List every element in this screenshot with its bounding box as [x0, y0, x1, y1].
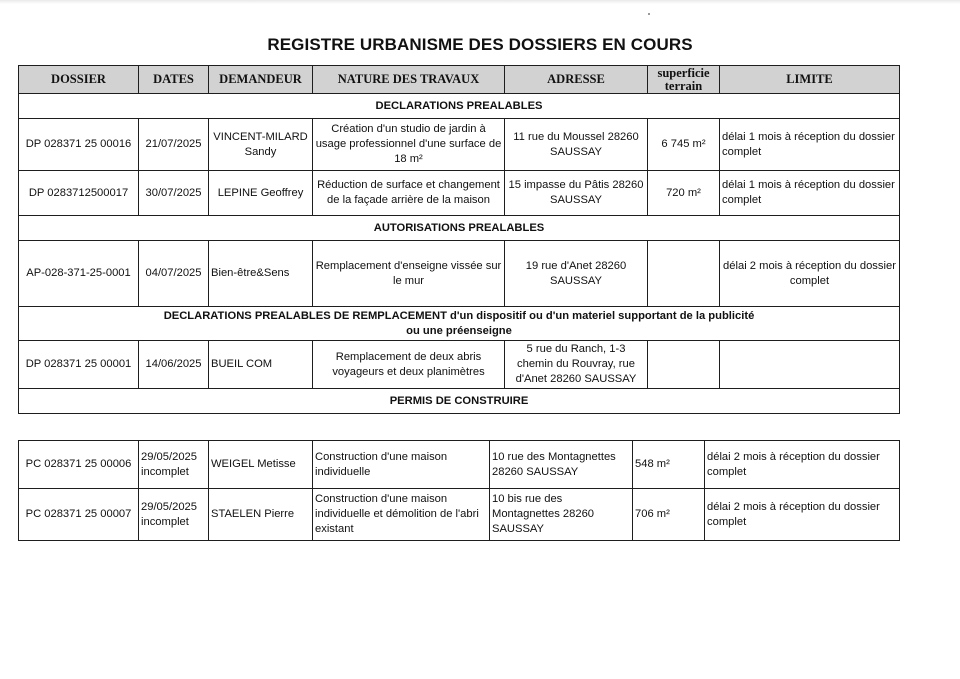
cell-date: 29/05/2025 incomplet — [139, 489, 209, 541]
header-superficie — [648, 66, 720, 94]
section-row-dp — [19, 94, 900, 119]
cell-adresse: 15 impasse du Pâtis 28260 SAUSSAY — [505, 171, 648, 216]
cell-demandeur: STAELEN Pierre — [209, 489, 313, 541]
cell-dossier: DP 028371 25 00016 — [19, 119, 139, 171]
header-nature: NATURE DES TRAVAUX — [313, 66, 505, 94]
header-superficie-line2: terrain — [664, 78, 703, 93]
cell-superficie — [648, 241, 720, 307]
section-title-dp: DECLARATIONS PREALABLES — [19, 94, 900, 119]
table-row — [19, 241, 900, 307]
cell-superficie: 548 m² — [633, 441, 705, 489]
cell-limite: délai 1 mois à réception du dossier complet — [720, 171, 900, 216]
cell-adresse: 11 rue du Moussel 28260 SAUSSAY — [505, 119, 648, 171]
section-title-dpr — [19, 307, 900, 341]
cell-limite: délai 2 mois à réception du dossier complet — [720, 241, 900, 307]
cell-adresse: 10 bis rue des Montagnettes 28260 SAUSSAY — [490, 489, 633, 541]
cell-dossier: PC 028371 25 00007 — [19, 489, 139, 541]
cell-nature-text: Réduction de surface et changement de la façade arrière de la maison — [317, 179, 500, 206]
cell-nature — [313, 171, 505, 216]
cell-date: 29/05/2025 incomplet — [139, 441, 209, 489]
section-title-pc: PERMIS DE CONSTRUIRE — [19, 389, 900, 414]
cell-adresse: 5 rue du Ranch, 1-3 chemin du Rouvray, rue d'Anet 28260 SAUSSAY — [505, 341, 648, 389]
cell-dossier: PC 028371 25 00006 — [19, 441, 139, 489]
header-superficie-line1: superficie — [657, 65, 710, 80]
cell-nature: Remplacement d'enseigne vissée sur le mur — [313, 241, 505, 307]
cell-limite: délai 1 mois à réception du dossier complet — [720, 119, 900, 171]
cell-dossier: DP 0283712500017 — [19, 171, 139, 216]
cell-superficie: 720 m² — [648, 171, 720, 216]
cell-adresse: 19 rue d'Anet 28260 SAUSSAY — [505, 241, 648, 307]
section-title-dpr-line1: DECLARATIONS PREALABLES DE REMPLACEMENT d'un dispositif ou d'un materiel supportant de la publicité — [163, 309, 755, 322]
cell-demandeur: VINCENT-MILARD Sandy — [209, 119, 313, 171]
page-title: REGISTRE URBANISME DES DOSSIERS EN COURS — [267, 35, 693, 54]
header-row — [19, 66, 900, 94]
cell-limite: délai 2 mois à réception du dossier complet — [705, 489, 900, 541]
cell-nature: Remplacement de deux abris voyageurs et deux planimètres — [313, 341, 505, 389]
cell-nature: Création d'un studio de jardin à usage professionnel d'une surface de 18 m² — [313, 119, 505, 171]
cell-dossier: AP-028-371-25-0001 — [19, 241, 139, 307]
table-row — [19, 341, 900, 389]
cell-superficie — [648, 341, 720, 389]
cell-dossier: DP 028371 25 00001 — [19, 341, 139, 389]
section-row-dpr — [19, 307, 900, 341]
section-row-ap — [19, 216, 900, 241]
table-row — [19, 119, 900, 171]
cell-limite: délai 2 mois à réception du dossier complet — [705, 441, 900, 489]
cell-nature: Construction d'une maison individuelle — [313, 441, 490, 489]
table-row — [19, 489, 900, 541]
cell-date: 14/06/2025 — [139, 341, 209, 389]
scan-edge-shadow — [0, 0, 960, 4]
cell-adresse: 10 rue des Montagnettes 28260 SAUSSAY — [490, 441, 633, 489]
header-demandeur: DEMANDEUR — [209, 66, 313, 94]
table-row — [19, 441, 900, 489]
cell-date: 30/07/2025 — [139, 171, 209, 216]
section-row-pc — [19, 389, 900, 414]
section-title-ap: AUTORISATIONS PREALABLES — [19, 216, 900, 241]
cell-superficie: 706 m² — [633, 489, 705, 541]
cell-demandeur: WEIGEL Metisse — [209, 441, 313, 489]
header-limite: LIMITE — [720, 66, 900, 94]
cell-date: 04/07/2025 — [139, 241, 209, 307]
scan-speck — [648, 13, 650, 15]
table-row — [19, 171, 900, 216]
cell-limite — [720, 341, 900, 389]
section-title-dpr-line2: ou une préenseigne — [406, 324, 512, 337]
cell-date: 21/07/2025 — [139, 119, 209, 171]
header-dossier: DOSSIER — [19, 66, 139, 94]
header-dates: DATES — [139, 66, 209, 94]
cell-demandeur: BUEIL COM — [209, 341, 313, 389]
register-table — [18, 65, 900, 414]
header-adresse: ADRESSE — [505, 66, 648, 94]
cell-demandeur: LEPINE Geoffrey — [209, 171, 313, 216]
cell-nature: Construction d'une maison individuelle et démolition de l'abri existant — [313, 489, 490, 541]
cell-demandeur: Bien-être&Sens — [209, 241, 313, 307]
permis-table — [18, 440, 900, 541]
cell-superficie: 6 745 m² — [648, 119, 720, 171]
